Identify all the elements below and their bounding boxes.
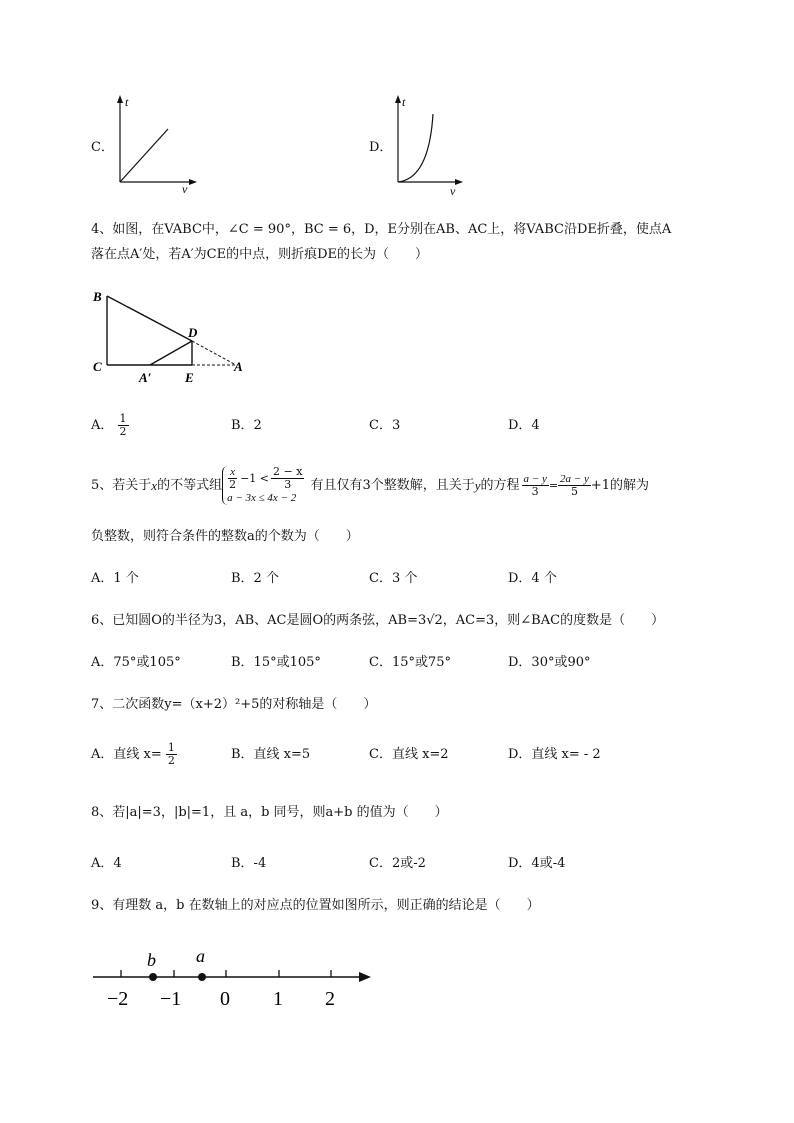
- q4-option-b[interactable]: B．2: [231, 418, 262, 433]
- q6-option-b[interactable]: B．15°或105°: [231, 655, 321, 670]
- point-a-dot: [198, 973, 206, 981]
- fig-label-A: A: [234, 359, 243, 374]
- q6-option-c[interactable]: C．15°或75°: [369, 655, 452, 670]
- point-b-dot: [149, 973, 157, 981]
- q8-option-b[interactable]: B．-4: [231, 856, 267, 871]
- q4-triangle-figure: [88, 285, 248, 385]
- graph-c-linear: [110, 92, 200, 196]
- q4-option-a[interactable]: A． $\frac{1}{2}$: [91, 412, 127, 438]
- q5-stem-line1: 5、若关于 x 的不等式组 $\frac{x}{2}$ −1 < $\frac{2 - x}{3}$ a − 3x ≤ 4x − 2 有且仅有3个整数解，且关于 y 的方程 $\frac{a - y}{3}$ = $\frac{2a - y}{5}$ +1 的解为: [91, 465, 650, 504]
- graph-d-curve: [388, 92, 468, 198]
- q6-option-d[interactable]: D．30°或90°: [508, 655, 591, 670]
- q7-option-a[interactable]: A．直线 x= $\frac{1}{2}$: [91, 741, 175, 767]
- q6-stem: 6、已知圆O的半径为3，AB、AC是圆O的两条弦，AB=3√2，AC=3，则∠BAC的度数是（ ）: [91, 613, 665, 628]
- q5-option-a[interactable]: A．1 个: [91, 571, 139, 586]
- q8-option-a[interactable]: A．4: [91, 856, 122, 871]
- tick-label-2: 2: [325, 988, 335, 1010]
- graph-d-v-label: v: [450, 184, 456, 198]
- q8-option-c[interactable]: C．2或-2: [369, 856, 426, 871]
- q8-option-d[interactable]: D．4或-4: [508, 856, 566, 871]
- tick-label-neg2: −2: [107, 988, 129, 1010]
- q4-option-a-fraction: $\frac{1}{2}$: [119, 412, 127, 438]
- q9-stem: 9、有理数 a，b 在数轴上的对应点的位置如图所示，则正确的结论是（ ）: [91, 898, 540, 913]
- point-a-label: a: [196, 946, 205, 966]
- q5-inequality-system: $\frac{x}{2}$ −1 < $\frac{2 - x}{3}$ a − 3x ≤ 4x − 2: [222, 466, 304, 505]
- fig-label-A-prime: A′: [139, 370, 152, 385]
- graph-d-t-label: t: [402, 95, 406, 109]
- graph-c-t-label: t: [125, 95, 129, 109]
- option-c-label: C．: [91, 140, 114, 155]
- q7-option-b[interactable]: B．直线 x=5: [231, 747, 311, 762]
- fig-label-C: C: [93, 359, 102, 374]
- fig-label-D: D: [188, 325, 198, 340]
- graph-c-v-label: v: [182, 182, 188, 196]
- fig-label-B: B: [93, 289, 102, 304]
- q5-option-d[interactable]: D．4 个: [508, 571, 557, 586]
- tick-label-neg1: −1: [160, 988, 182, 1010]
- q4-stem-line1: 4、如图，在VABC中，∠C = 90°，BC = 6，D，E分别在AB、AC上，将VABC沿DE折叠，使点A: [91, 222, 672, 237]
- q7-option-d[interactable]: D．直线 x= - 2: [508, 747, 601, 762]
- q9-number-line: [88, 940, 378, 1020]
- q5-stem-line2: 负整数，则符合条件的整数a的个数为（ ）: [91, 529, 359, 544]
- fig-label-E: E: [185, 370, 194, 385]
- q8-stem: 8、若|a|=3，|b|=1，且 a，b 同号，则a+b 的值为（ ）: [91, 805, 448, 820]
- q5-option-c[interactable]: C．3 个: [369, 571, 418, 586]
- tick-label-1: 1: [273, 988, 283, 1010]
- q7-option-c[interactable]: C．直线 x=2: [369, 747, 449, 762]
- q7-stem: 7、二次函数y=（x+2）²+5的对称轴是（ ）: [91, 697, 377, 712]
- option-d-label: D．: [369, 140, 393, 155]
- q7-option-a-fraction: $\frac{1}{2}$: [167, 741, 175, 767]
- q4-stem-line2: 落在点A′处，若A′为CE的中点，则折痕DE的长为（ ）: [91, 247, 429, 262]
- point-b-label: b: [147, 950, 156, 970]
- q5-option-b[interactable]: B．2 个: [231, 571, 279, 586]
- tick-label-0: 0: [220, 988, 230, 1010]
- q6-option-a[interactable]: A．75°或105°: [91, 655, 181, 670]
- q4-option-d[interactable]: D．4: [508, 418, 540, 433]
- q4-option-c[interactable]: C．3: [369, 418, 401, 433]
